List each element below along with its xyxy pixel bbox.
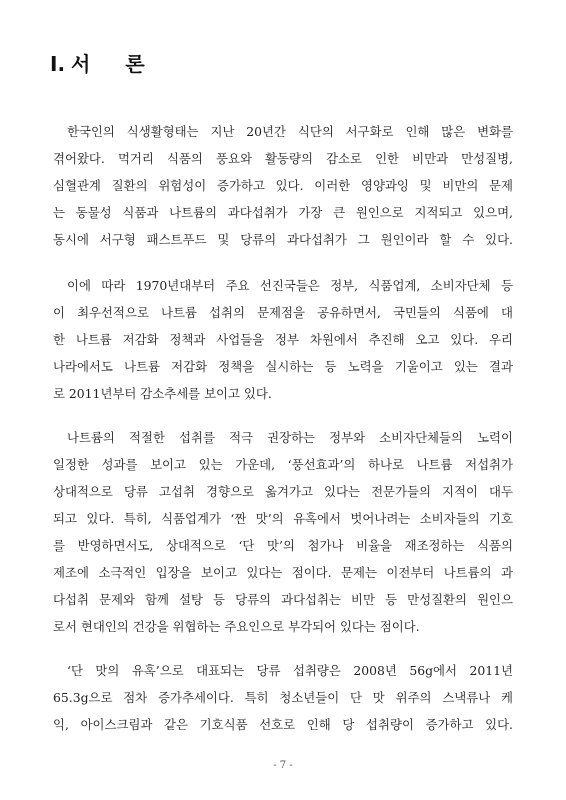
text-line: 를 반영하면서도, 상대적으로 ‘단 맛’의 첨가나 비율을 재조정하는 식품의	[53, 538, 513, 553]
text-line: 이에 따라 1970년대부터 주요 선진국들은 정부, 식품업계, 소비자단체 등	[67, 278, 513, 293]
section-number: I.	[50, 52, 66, 76]
paragraph-2	[53, 272, 513, 407]
paragraph-4	[53, 657, 513, 738]
section-title: 서 론	[71, 52, 159, 76]
text-line: 는 동물성 식품과 나트륨의 과다섭취가 가장 큰 원인으로 지적되고 있으며,	[53, 205, 513, 220]
text-line: 다섭취 문제와 함께 설탕 등 당류의 과다섭취는 비만 등 만성질환의 원인으	[53, 592, 513, 607]
text-line: ‘단 맛의 유혹’으로 대표되는 당류 섭취량은 2008년 56g에서 2011년	[67, 663, 513, 678]
text-line: 이 최우선적으로 나트륨 섭취의 문제점을 공유하면서, 국민들의 식품에 대	[53, 305, 513, 320]
paragraph-1	[53, 118, 513, 253]
text-line: 일정한 성과를 보이고 있는 가운데, ‘풍선효과’의 하나로 나트륨 저섭취가	[53, 457, 513, 472]
text-line: 동시에 서구형 패스트푸드 및 당류의 과다섭취가 그 원인이라 할 수 있다.	[53, 232, 513, 247]
text-line: 로서 현대인의 건강을 위협하는 주요인으로 부각되어 있다는 점이다.	[53, 619, 420, 634]
text-line: 한 나트륨 저감화 정책과 사업들을 정부 차원에서 추진해 오고 있다. 우리	[53, 332, 513, 347]
text-line: 로 2011년부터 감소추세를 보이고 있다.	[53, 386, 272, 401]
section-heading	[50, 48, 159, 77]
paragraph-3	[53, 424, 513, 640]
text-line: 심혈관계 질환의 위험성이 증가하고 있다. 이러한 영양과잉 및 비만의 문제	[53, 178, 513, 193]
text-line: 되고 있다. 특히, 식품업계가 ‘짠 맛’의 유혹에서 벗어나려는 소비자들의 기호	[53, 511, 513, 526]
text-line: 나트륨의 적절한 섭취를 적극 권장하는 정부와 소비자단체들의 노력이	[67, 430, 513, 445]
text-line: 제조에 소극적인 입장을 보이고 있다는 점이다. 문제는 이전부터 나트륨의 과	[53, 565, 513, 580]
page-number: - 7 -	[273, 760, 293, 771]
text-line: 겪어왔다. 먹거리 식품의 풍요와 활동량의 감소로 인한 비만과 만성질병,	[53, 151, 513, 166]
text-line: 한국인의 식생활형태는 지난 20년간 식단의 서구화로 인해 많은 변화를	[67, 124, 513, 139]
text-line: 65.3g으로 점차 증가추세이다. 특히 청소년들이 단 맛 위주의 스낵류나 케	[53, 690, 513, 705]
text-line: 나라에서도 나트륨 저감화 정책을 실시하는 등 노력을 기울이고 있는 결과	[53, 359, 513, 374]
text-line: 상대적으로 당류 고섭취 경향으로 옮겨가고 있다는 전문가들의 지적이 대두	[53, 484, 513, 499]
text-line: 익, 아이스크림과 같은 기호식품 선호로 인해 당 섭취량이 증가하고 있다.	[53, 717, 513, 732]
